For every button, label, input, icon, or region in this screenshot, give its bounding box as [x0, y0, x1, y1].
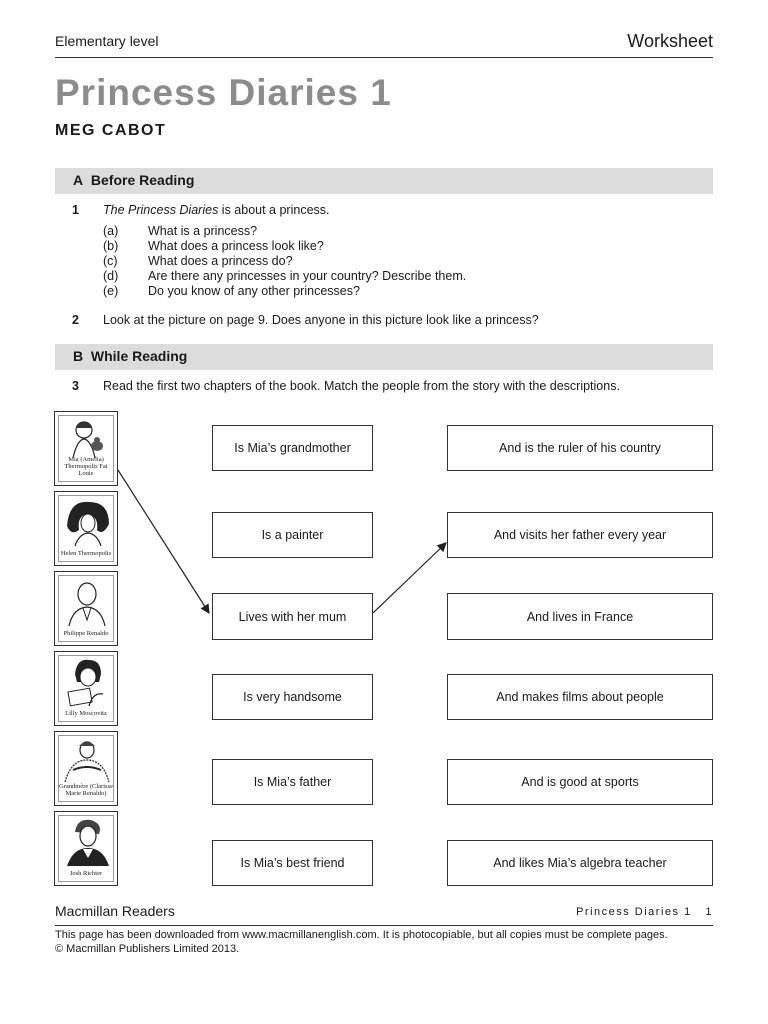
book-title: The Princess Diaries — [103, 203, 219, 217]
description-box[interactable]: And visits her father every year — [447, 512, 713, 558]
list-item: (e) Do you know of any other princesses? — [103, 284, 360, 298]
question-1-number: 1 — [72, 203, 79, 217]
description-box[interactable]: And is good at sports — [447, 759, 713, 805]
section-b-title: While Reading — [90, 348, 188, 364]
question-3-number: 3 — [72, 379, 79, 393]
portrait-caption: Josh Richter — [69, 870, 103, 877]
question-2-text: Look at the picture on page 9. Does anyone in this picture look like a princess? — [103, 313, 539, 327]
description-box[interactable]: Is Mia’s father — [212, 759, 373, 805]
page-title: Princess Diaries 1 — [55, 72, 392, 113]
list-item: (b) What does a princess look like? — [103, 239, 324, 253]
description-box[interactable]: And makes films about people — [447, 674, 713, 720]
question-3-text: Read the first two chapters of the book. Match the people from the story with the descriptions. — [103, 379, 620, 393]
publisher: Macmillan Readers — [55, 903, 175, 919]
description-box[interactable]: Lives with her mum — [212, 593, 373, 640]
question-1-rest: is about a princess. — [218, 203, 330, 217]
description-box[interactable]: Is Mia’s best friend — [212, 840, 373, 886]
description-box[interactable]: And likes Mia’s algebra teacher — [447, 840, 713, 886]
description-box[interactable]: Is Mia’s grandmother — [212, 425, 373, 471]
portrait-caption: Philippe Renaldo — [63, 630, 109, 637]
portrait-caption: Grandmère (Clarisse Marie Renaldo) — [59, 783, 113, 797]
section-a-title: Before Reading — [90, 172, 195, 188]
description-box[interactable]: And is the ruler of his country — [447, 425, 713, 471]
level-label: Elementary level — [55, 33, 159, 49]
arrow-mia-to-mum — [118, 470, 209, 613]
portrait-caption: Mia (Amelia) Thermopolis Fat Louie — [64, 456, 108, 477]
list-item: (c) What does a princess do? — [103, 254, 293, 268]
worksheet-label: Worksheet — [627, 31, 713, 51]
section-a-letter: A — [73, 172, 84, 188]
page-number: 1 — [705, 906, 713, 918]
list-item: (a) What is a princess? — [103, 224, 258, 238]
copyright-note: This page has been downloaded from www.macmillanenglish.com. It is photocopiable, but all copies must be complete pages. © Macmillan Publishers Limited 2013. — [55, 929, 668, 955]
question-2-number: 2 — [72, 313, 79, 327]
arrow-mum-to-father — [373, 543, 446, 613]
description-box[interactable]: Is a painter — [212, 512, 373, 558]
section-b-letter: B — [73, 348, 84, 364]
portrait-caption: Lilly Moscovitz — [65, 710, 107, 717]
portrait-caption: Helen Thermopolis — [60, 550, 112, 557]
list-item: (d) Are there any princesses in your country? Describe them. — [103, 269, 467, 283]
page-footer-title: Princess Diaries 1 1 — [576, 906, 713, 918]
description-box[interactable]: Is very handsome — [212, 674, 373, 720]
description-box[interactable]: And lives in France — [447, 593, 713, 640]
author: MEG CABOT — [55, 122, 167, 139]
footer-rule — [55, 925, 713, 926]
